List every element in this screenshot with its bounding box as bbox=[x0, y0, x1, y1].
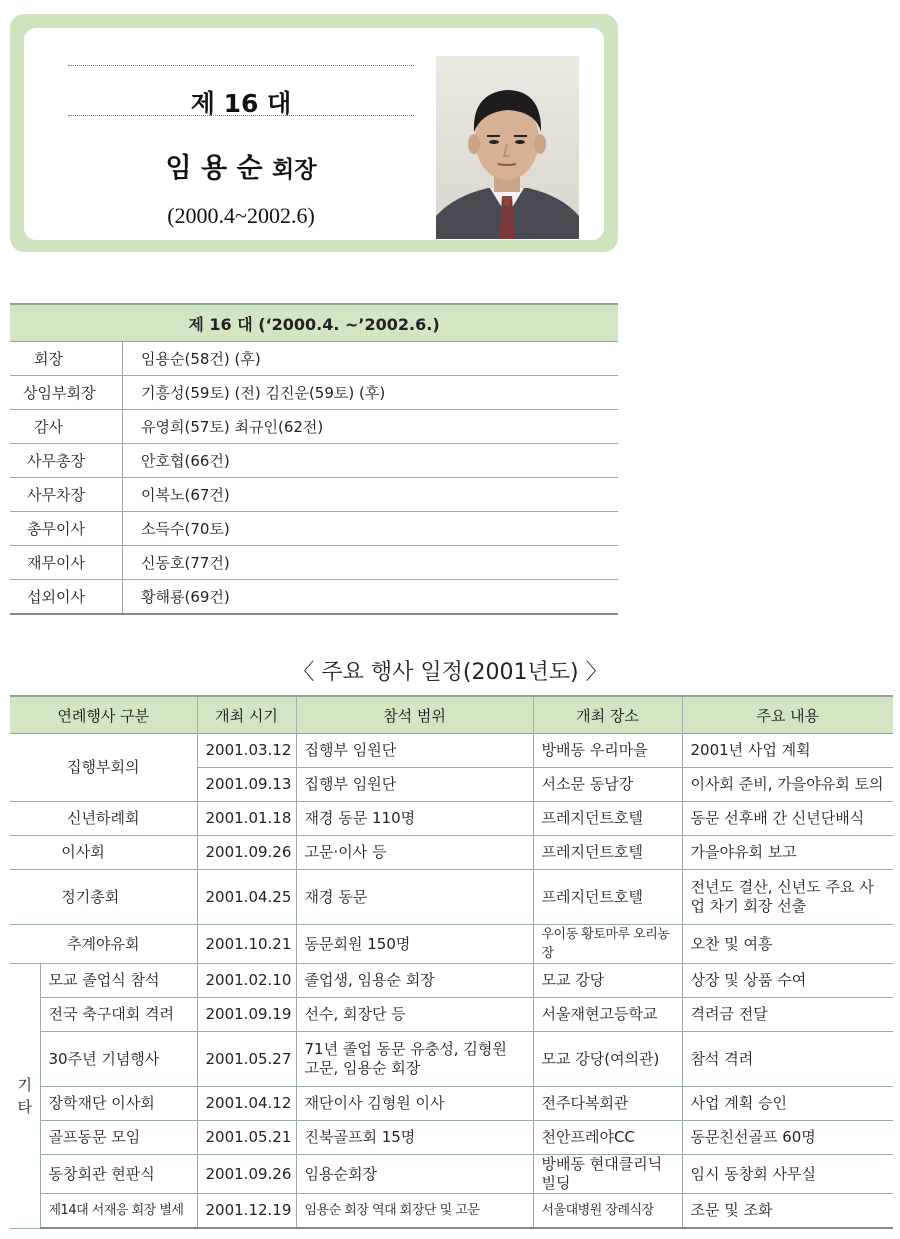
officer-role: 섭외이사 bbox=[27, 588, 85, 606]
event-place: 서울재현고등학교 bbox=[533, 998, 682, 1032]
president-title: 회장 bbox=[272, 156, 317, 183]
event-scope: 선수, 회장단 등 bbox=[296, 998, 533, 1032]
event-scope: 재경 동문 bbox=[296, 870, 533, 925]
event-place: 우이동 황토마루 오리농장 bbox=[533, 925, 682, 964]
event-date: 2001.09.26 bbox=[197, 1155, 296, 1194]
event-place: 전주다복회관 bbox=[533, 1087, 682, 1121]
events-header-date: 개최 시기 bbox=[197, 696, 296, 734]
officer-value: 임용순(58건) (후) bbox=[123, 342, 619, 376]
event-scope: 임용순 회장 역대 회장단 및 고문 bbox=[296, 1194, 533, 1229]
officer-row bbox=[10, 546, 618, 580]
officer-value: 황해룡(69건) bbox=[123, 580, 619, 615]
event-scope: 재경 동문 110명 bbox=[296, 802, 533, 836]
officer-row bbox=[10, 342, 618, 376]
event-category: 제14대 서재응 회장 별세 bbox=[40, 1194, 197, 1229]
officer-value: 기흥성(59토) (전) 김진운(59토) (후) bbox=[123, 376, 619, 410]
table-row bbox=[10, 802, 893, 836]
officer-value: 신동호(77건) bbox=[123, 546, 619, 580]
president-photo bbox=[436, 56, 579, 239]
officer-role: 상임부회장 bbox=[23, 384, 96, 402]
events-header-content: 주요 내용 bbox=[682, 696, 893, 734]
event-content: 전년도 결산, 신년도 주요 사업 차기 회장 선출 bbox=[682, 870, 893, 925]
officer-row bbox=[10, 410, 618, 444]
event-scope: 진북골프회 15명 bbox=[296, 1121, 533, 1155]
events-table bbox=[10, 695, 893, 1229]
event-place: 모교 강당 bbox=[533, 964, 682, 998]
table-row bbox=[10, 925, 893, 964]
officers-table-title: 제 16 대 (‘2000.4. ~’2002.6.) bbox=[10, 304, 618, 342]
event-place: 천안프레야CC bbox=[533, 1121, 682, 1155]
event-scope: 재단이사 김형원 이사 bbox=[296, 1087, 533, 1121]
officer-role: 사무차장 bbox=[27, 486, 85, 504]
event-category: 모교 졸업식 참석 bbox=[40, 964, 197, 998]
event-content: 이사회 준비, 가을야유회 토의 bbox=[682, 768, 893, 802]
event-content: 2001년 사업 계획 bbox=[682, 734, 893, 768]
event-category: 집행부회의 bbox=[10, 734, 197, 802]
table-row bbox=[10, 870, 893, 925]
officer-role: 감사 bbox=[34, 418, 63, 436]
officer-row bbox=[10, 478, 618, 512]
event-scope: 집행부 임원단 bbox=[296, 768, 533, 802]
event-date: 2001.05.27 bbox=[197, 1032, 296, 1087]
divider bbox=[68, 65, 414, 66]
event-date: 2001.05.21 bbox=[197, 1121, 296, 1155]
event-date: 2001.04.12 bbox=[197, 1087, 296, 1121]
event-scope: 동문회원 150명 bbox=[296, 925, 533, 964]
event-content: 동문 선후배 간 신년단배식 bbox=[682, 802, 893, 836]
event-category: 동창회관 현판식 bbox=[40, 1155, 197, 1194]
event-category: 추계야유회 bbox=[10, 925, 197, 964]
event-date: 2001.09.26 bbox=[197, 836, 296, 870]
event-scope: 71년 졸업 동문 유충성, 김형원 고문, 임용순 회장 bbox=[296, 1032, 533, 1087]
event-category: 골프동문 모임 bbox=[40, 1121, 197, 1155]
event-date: 2001.03.12 bbox=[197, 734, 296, 768]
event-place: 방배동 우리마을 bbox=[533, 734, 682, 768]
president-card bbox=[10, 14, 618, 252]
table-row bbox=[10, 1032, 893, 1087]
table-row bbox=[10, 1121, 893, 1155]
era-label: 제 16 대 bbox=[190, 89, 292, 118]
event-place: 프레지던트호텔 bbox=[533, 870, 682, 925]
event-content: 동문친선골프 60명 bbox=[682, 1121, 893, 1155]
officer-value: 안호협(66건) bbox=[123, 444, 619, 478]
officer-value: 소득수(70토) bbox=[123, 512, 619, 546]
gita-label: 기타 bbox=[17, 1075, 32, 1116]
event-place: 서소문 동남강 bbox=[533, 768, 682, 802]
event-content: 사업 계획 승인 bbox=[682, 1087, 893, 1121]
officer-role: 회장 bbox=[34, 350, 63, 368]
event-scope: 집행부 임원단 bbox=[296, 734, 533, 768]
event-content: 임시 동창회 사무실 bbox=[682, 1155, 893, 1194]
event-category: 전국 축구대회 격려 bbox=[40, 998, 197, 1032]
officer-role: 총무이사 bbox=[27, 520, 85, 538]
event-date: 2001.09.13 bbox=[197, 768, 296, 802]
event-content: 조문 및 조화 bbox=[682, 1194, 893, 1229]
portrait-image bbox=[436, 56, 579, 239]
event-scope: 졸업생, 임용순 회장 bbox=[296, 964, 533, 998]
events-header-category: 연례행사 구분 bbox=[10, 696, 197, 734]
events-header-place: 개최 장소 bbox=[533, 696, 682, 734]
event-date: 2001.01.18 bbox=[197, 802, 296, 836]
event-place: 프레지던트호텔 bbox=[533, 836, 682, 870]
table-row bbox=[10, 734, 893, 768]
event-place: 방배동 현대클리닉빌딩 bbox=[533, 1155, 682, 1194]
event-category: 신년하례회 bbox=[10, 802, 197, 836]
term-label: (2000.4~2002.6) bbox=[167, 203, 315, 228]
officer-value: 유영희(57토) 최규인(62전) bbox=[123, 410, 619, 444]
divider bbox=[68, 115, 414, 116]
event-content: 격려금 전달 bbox=[682, 998, 893, 1032]
event-content: 오찬 및 여흥 bbox=[682, 925, 893, 964]
officer-row bbox=[10, 512, 618, 546]
officer-value: 이복노(67건) bbox=[123, 478, 619, 512]
event-content: 상장 및 상품 수여 bbox=[682, 964, 893, 998]
president-name-text: 임 용 순 bbox=[165, 153, 263, 184]
event-scope: 고문·이사 등 bbox=[296, 836, 533, 870]
event-content: 참석 격려 bbox=[682, 1032, 893, 1087]
event-category: 이사회 bbox=[61, 843, 105, 861]
officer-row bbox=[10, 376, 618, 410]
event-date: 2001.09.19 bbox=[197, 998, 296, 1032]
event-scope: 임용순회장 bbox=[296, 1155, 533, 1194]
table-row bbox=[10, 998, 893, 1032]
event-place: 모교 강당(여의관) bbox=[533, 1032, 682, 1087]
event-date: 2001.02.10 bbox=[197, 964, 296, 998]
event-content: 가을야유회 보고 bbox=[682, 836, 893, 870]
table-row bbox=[10, 1087, 893, 1121]
events-section-title: 〈 주요 행사 일정(2001년도) 〉 bbox=[292, 660, 608, 685]
officer-row bbox=[10, 580, 618, 615]
officers-table bbox=[10, 303, 618, 615]
event-place: 프레지던트호텔 bbox=[533, 802, 682, 836]
events-header-scope: 참석 범위 bbox=[296, 696, 533, 734]
officer-role: 재무이사 bbox=[27, 554, 85, 572]
event-category: 정기총회 bbox=[61, 887, 120, 906]
table-row bbox=[10, 1155, 893, 1194]
event-date: 2001.10.21 bbox=[197, 925, 296, 964]
event-place: 서울대병원 장례식장 bbox=[533, 1194, 682, 1229]
table-row bbox=[10, 836, 893, 870]
president-name bbox=[68, 146, 414, 185]
officer-row bbox=[10, 444, 618, 478]
table-row bbox=[10, 964, 893, 998]
table-row bbox=[10, 1194, 893, 1229]
event-category: 장학재단 이사회 bbox=[40, 1087, 197, 1121]
event-category: 30주년 기념행사 bbox=[40, 1032, 197, 1087]
event-date: 2001.12.19 bbox=[197, 1194, 296, 1229]
officer-role: 사무총장 bbox=[27, 452, 85, 470]
event-date: 2001.04.25 bbox=[197, 870, 296, 925]
